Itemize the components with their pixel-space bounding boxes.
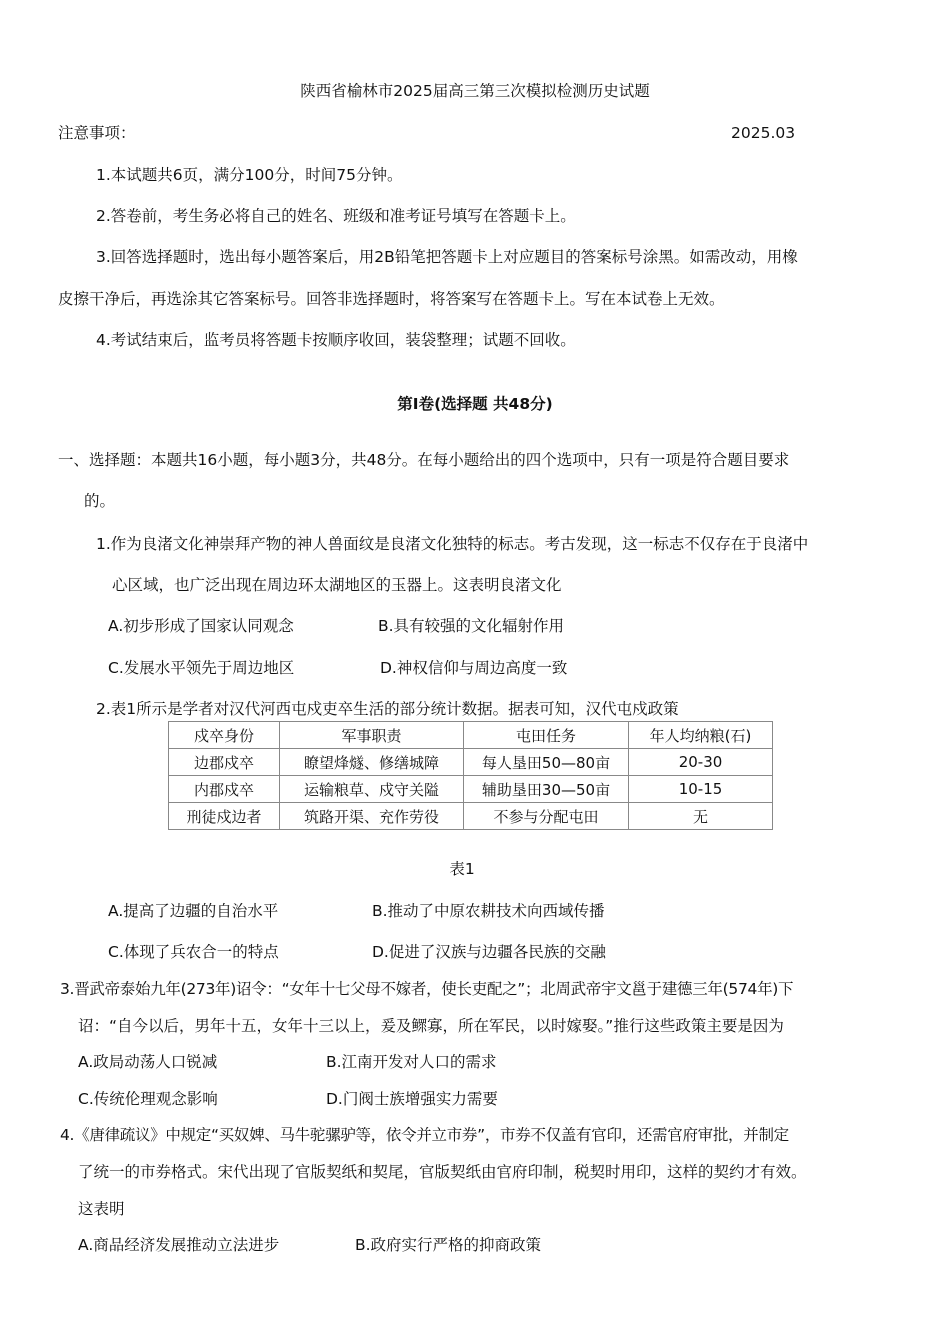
question-2-option-c: C.体现了兵农合一的特点 (108, 943, 279, 961)
table-header-cell: 年人均纳粮(石) (629, 722, 773, 749)
table-cell: 辅助垦田30—50亩 (464, 776, 629, 803)
table-cell: 无 (629, 803, 773, 830)
table-caption: 表1 (449, 860, 475, 878)
notice-item-continued: 皮擦干净后，再选涂其它答案标号。回答非选择题时，将答案写在答题卡上。写在本试卷上无效。 (58, 290, 725, 308)
question-1-option-a: A.初步形成了国家认同观念 (108, 617, 294, 635)
notice-item: 2.答卷前，考生务必将自己的姓名、班级和准考证号填写在答题卡上。 (96, 207, 576, 225)
question-2-option-a: A.提高了边疆的自治水平 (108, 902, 279, 920)
question-4-option-a: A.商品经济发展推动立法进步 (78, 1236, 280, 1254)
table-cell: 10-15 (629, 776, 773, 803)
question-2-option-b: B.推动了中原农耕技术向西域传播 (372, 902, 605, 920)
table-cell: 20-30 (629, 749, 773, 776)
question-3-stem-continued: 诏：“自今以后，男年十五，女年十三以上，爰及鳏寡，所在军民，以时嫁娶。”推行这些政策主要是因为 (78, 1017, 784, 1035)
question-1-stem: 1.作为良渚文化神崇拜产物的神人兽面纹是良渚文化独特的标志。考古发现，这一标志不仅存在于良渚中 (96, 535, 809, 553)
exam-title: 陕西省榆林市2025届高三第三次模拟检测历史试题 (300, 82, 650, 100)
notice-item: 3.回答选择题时，选出每小题答案后，用2B铅笔把答题卡上对应题目的答案标号涂黑。如需改动，用橡 (96, 248, 798, 266)
table-header-cell: 屯田任务 (464, 722, 629, 749)
notice-item: 1.本试题共6页，满分100分，时间75分钟。 (96, 166, 403, 184)
table-cell: 每人垦田50—80亩 (464, 749, 629, 776)
table-header-cell: 戍卒身份 (169, 722, 280, 749)
table-cell: 运输粮草、戍守关隘 (280, 776, 464, 803)
section-instruction: 一、选择题：本题共16小题，每小题3分，共48分。在每小题给出的四个选项中，只有一项是符合题目要求 (58, 451, 790, 469)
exam-date: 2025.03 (731, 124, 796, 142)
table-cell: 内郡戍卒 (169, 776, 280, 803)
question-3-option-c: C.传统伦理观念影响 (78, 1090, 218, 1108)
question-3-stem: 3.晋武帝泰始九年(273年)诏令：“女年十七父母不嫁者，使长吏配之”；北周武帝宇文邕于建德三年(574年)下 (60, 980, 794, 998)
table-cell: 瞭望烽燧、修缮城障 (280, 749, 464, 776)
question-3-option-b: B.江南开发对人口的需求 (326, 1053, 497, 1071)
data-table (168, 721, 773, 830)
question-4-stem: 4.《唐律疏议》中规定“买奴婢、马牛驼骡驴等，依令并立市券”，市券不仅盖有官印，还需官府审批，并制定 (60, 1126, 789, 1144)
table-cell: 筑路开渠、充作劳役 (280, 803, 464, 830)
question-2-option-d: D.促进了汉族与边疆各民族的交融 (372, 943, 606, 961)
question-4-stem-continued: 这表明 (78, 1200, 125, 1218)
question-1-option-b: B.具有较强的文化辐射作用 (378, 617, 565, 635)
question-3-option-d: D.门阀士族增强实力需要 (326, 1090, 498, 1108)
question-4-option-b: B.政府实行严格的抑商政策 (355, 1236, 542, 1254)
question-1-option-c: C.发展水平领先于周边地区 (108, 659, 295, 677)
table-header-row (169, 722, 773, 749)
table-cell: 不参与分配屯田 (464, 803, 629, 830)
question-4-stem-continued: 了统一的市券格式。宋代出现了官版契纸和契尾，官版契纸由官府印制，税契时用印，这样的契约才有效。 (78, 1163, 807, 1181)
question-1-option-d: D.神权信仰与周边高度一致 (380, 659, 568, 677)
section-instruction-continued: 的。 (84, 492, 116, 510)
section-title: 第Ⅰ卷(选择题 共48分) (397, 395, 553, 413)
question-1-stem-continued: 心区域，也广泛出现在周边环太湖地区的玉器上。这表明良渚文化 (112, 576, 562, 594)
question-3-option-a: A.政局动荡人口锐减 (78, 1053, 218, 1071)
table-row (169, 776, 773, 803)
notice-item: 4.考试结束后，监考员将答题卡按顺序收回，装袋整理；试题不回收。 (96, 331, 576, 349)
table-row (169, 803, 773, 830)
notice-label: 注意事项： (58, 124, 136, 142)
table-cell: 刑徒戍边者 (169, 803, 280, 830)
table-cell: 边郡戍卒 (169, 749, 280, 776)
table-row (169, 749, 773, 776)
question-2-stem: 2.表1所示是学者对汉代河西屯戍吏卒生活的部分统计数据。据表可知，汉代屯戍政策 (96, 700, 679, 718)
table-header-cell: 军事职责 (280, 722, 464, 749)
